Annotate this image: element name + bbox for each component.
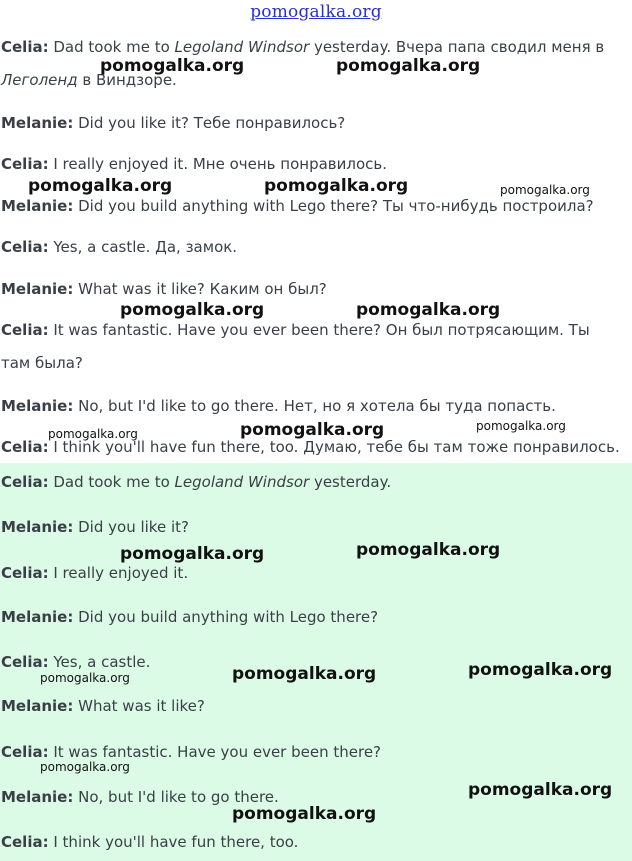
speaker-name: Celia: xyxy=(1,653,49,671)
watermark-text: pomogalka.org xyxy=(28,176,173,196)
watermark-text: pomogalka.org xyxy=(232,804,377,824)
dialogue-line xyxy=(1,511,189,544)
watermark-text: pomogalka.org xyxy=(48,427,138,441)
dialogue-line xyxy=(1,466,391,499)
speaker-name: Melanie: xyxy=(1,280,74,298)
dialogue-line xyxy=(1,690,205,723)
utterance-text: Did you like it? Тебе понравилось? xyxy=(73,114,346,132)
dialogue-line xyxy=(1,231,237,264)
watermark-text: pomogalka.org xyxy=(40,671,130,685)
speaker-name: Celia: xyxy=(1,438,49,456)
utterance-text: Yes, a castle. xyxy=(48,653,151,671)
utterance-text: I really enjoyed it. xyxy=(48,564,189,582)
utterance-text: It was fantastic. Have you ever been there? xyxy=(48,743,382,761)
watermark-text: pomogalka.org xyxy=(264,176,409,196)
utterance-text: Did you build anything with Lego there? Ты что-нибудь построила? xyxy=(73,197,594,215)
speaker-name: Melanie: xyxy=(1,788,74,806)
utterance-text: Dad took me to xyxy=(48,473,175,491)
speaker-name: Celia: xyxy=(1,564,49,582)
dialogue-line xyxy=(1,314,613,380)
dialogue-line xyxy=(1,31,613,97)
speaker-name: Melanie: xyxy=(1,197,74,215)
utterance-text: yesterday. xyxy=(309,473,392,491)
utterance-text: What was it like? xyxy=(73,697,205,715)
watermark-text: pomogalka.org xyxy=(468,660,613,680)
utterance-text: Yes, a castle. Да, замок. xyxy=(48,238,238,256)
watermark-text: pomogalka.org xyxy=(336,56,481,76)
place-name: Леголенд xyxy=(1,71,78,89)
speaker-name: Celia: xyxy=(1,473,49,491)
watermark-text: pomogalka.org xyxy=(100,56,245,76)
dialogue-line xyxy=(1,390,556,423)
speaker-name: Celia: xyxy=(1,321,49,339)
speaker-name: Melanie: xyxy=(1,397,74,415)
watermark-text: pomogalka.org xyxy=(40,760,130,774)
speaker-name: Celia: xyxy=(1,833,49,851)
utterance-text: I think you'll have fun there, too. Думаю, тебе бы там тоже понравилось. xyxy=(48,438,620,456)
utterance-text: No, but I'd like to go there. xyxy=(73,788,279,806)
speaker-name: Celia: xyxy=(1,238,49,256)
utterance-text: No, but I'd like to go there. Нет, но я хотела бы туда попасть. xyxy=(73,397,556,415)
dialogue-line xyxy=(1,601,378,634)
utterance-text: Did you like it? xyxy=(73,518,189,536)
utterance-text: yesterday. Вчера папа сводил меня в xyxy=(309,38,605,56)
utterance-text: I think you'll have fun there, too. xyxy=(48,833,299,851)
speaker-name: Celia: xyxy=(1,38,49,56)
watermark-text: pomogalka.org xyxy=(356,540,501,560)
dialogue-line xyxy=(1,826,298,859)
watermark-text: pomogalka.org xyxy=(476,419,566,433)
speaker-name: Melanie: xyxy=(1,518,74,536)
watermark-text: pomogalka.org xyxy=(500,183,590,197)
utterance-text: Dad took me to xyxy=(48,38,175,56)
site-header-link[interactable]: pomogalka.org xyxy=(250,2,382,22)
place-name: Legoland Windsor xyxy=(174,473,310,491)
speaker-name: Melanie: xyxy=(1,608,74,626)
utterance-text: What was it like? Каким он был? xyxy=(73,280,327,298)
watermark-text: pomogalka.org xyxy=(120,544,265,564)
utterance-text: Did you build anything with Lego there? xyxy=(73,608,379,626)
watermark-text: pomogalka.org xyxy=(468,780,613,800)
watermark-text: pomogalka.org xyxy=(120,300,265,320)
utterance-text: I really enjoyed it. Мне очень понравилось. xyxy=(48,155,387,173)
place-name: Legoland Windsor xyxy=(174,38,310,56)
watermark-text: pomogalka.org xyxy=(232,664,377,684)
dialogue-line xyxy=(1,107,345,140)
watermark-text: pomogalka.org xyxy=(240,420,385,440)
speaker-name: Celia: xyxy=(1,743,49,761)
utterance-text: It was fantastic. Have you ever been there? Он был потрясающим. Ты там была? xyxy=(1,321,590,372)
watermark-text: pomogalka.org xyxy=(356,300,501,320)
speaker-name: Melanie: xyxy=(1,697,74,715)
speaker-name: Melanie: xyxy=(1,114,74,132)
speaker-name: Celia: xyxy=(1,155,49,173)
utterance-text: в Виндзоре. xyxy=(77,71,177,89)
